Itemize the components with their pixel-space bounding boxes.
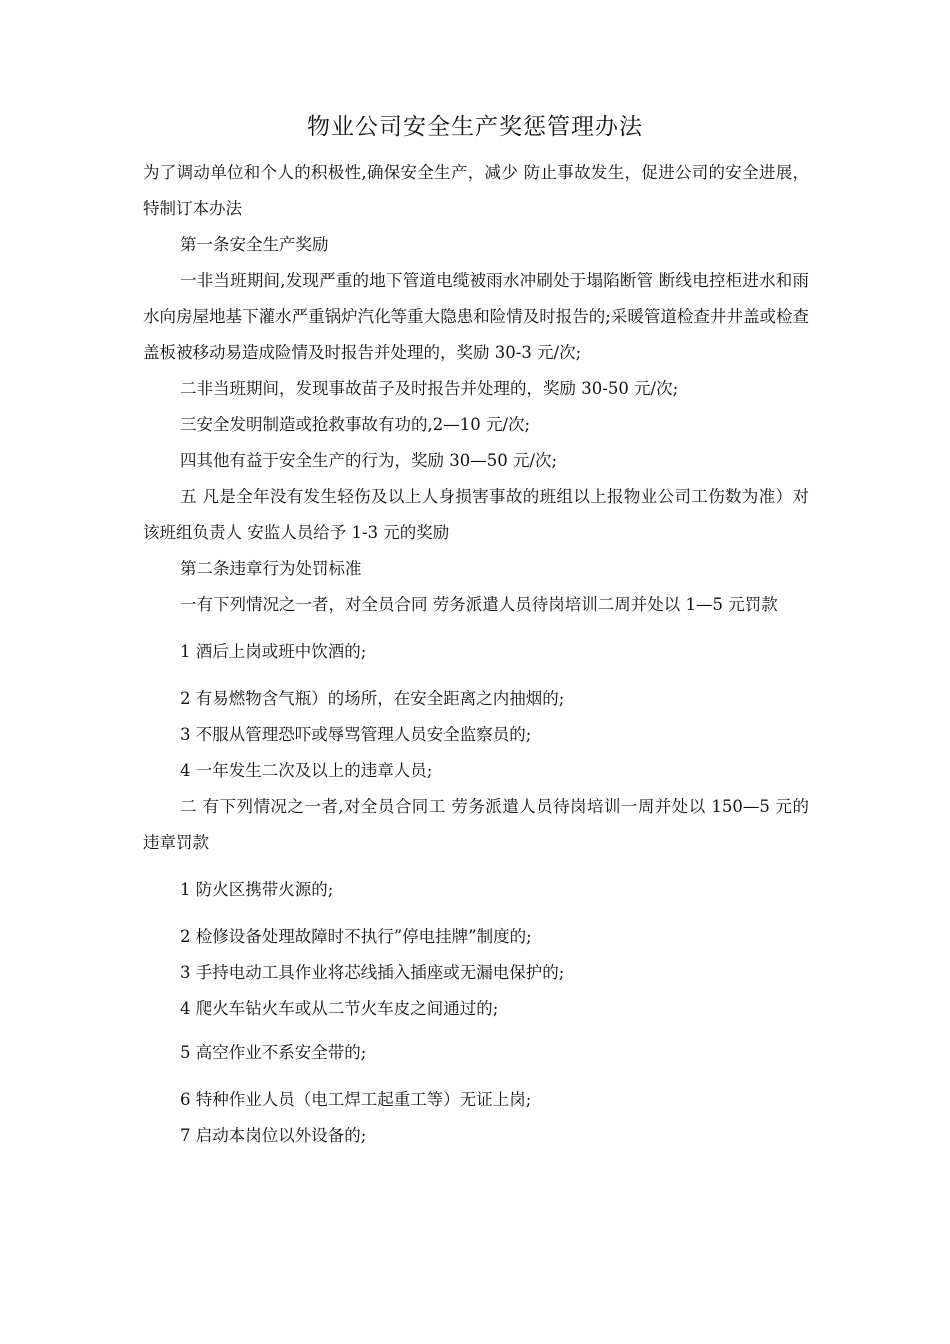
document-body [143, 155, 809, 1154]
section-heading-rewards: 第一条安全生产奖励 [180, 235, 329, 254]
penalty-item-2-4: 4 爬火车钻火车或从二节火车皮之间通过的; [180, 999, 499, 1018]
intro-paragraph: 为了调动单位和个人的积极性,确保安全生产，减少 防止事故发生，促进公司的安全进展，特制订本办法 [143, 163, 809, 218]
section-heading-penalties: 第二条违章行为处罚标准 [180, 559, 362, 578]
reward-item-3: 三安全发明制造或抢救事故有功的,2—10 元/次; [180, 415, 531, 434]
reward-item-5: 五 凡是全年没有发生轻伤及以上人身损害事故的班组以上报物业公司工伤数为准）对该班组负责人 安监人员给予 1-3 元的奖励 [143, 487, 809, 542]
penalty-item-1-3: 3 不服从管理恐吓或辱骂管理人员安全监察员的; [180, 725, 532, 744]
penalty-item-2-5: 5 高空作业不系安全带的; [180, 1043, 367, 1062]
reward-item-4: 四其他有益于安全生产的行为，奖励 30—50 元/次; [180, 451, 558, 470]
penalty-item-2-3: 3 手持电动工具作业将芯线插入插座或无漏电保护的; [180, 963, 565, 982]
penalty-group-2: 二 有下列情况之一者,对全员合同工 劳务派遣人员待岗培训一周并处以 150—5 元的违章罚款 [143, 797, 809, 852]
penalty-item-2-1: 1 防火区携带火源的; [180, 880, 334, 899]
penalty-item-2-7: 7 启动本岗位以外设备的; [180, 1126, 367, 1145]
penalty-item-1-4: 4 一年发生二次及以上的违章人员; [180, 761, 433, 780]
reward-item-2: 二非当班期间，发现事故苗子及时报告并处理的，奖励 30-50 元/次; [180, 379, 679, 398]
penalty-item-1-1: 1 酒后上岗或班中饮酒的; [180, 642, 367, 661]
penalty-group-1: 一有下列情况之一者，对全员合同 劳务派遣人员待岗培训二周并处以 1—5 元罚款 [180, 595, 778, 614]
penalty-item-2-6: 6 特种作业人员（电工焊工起重工等）无证上岗; [180, 1090, 532, 1109]
reward-item-1: 一非当班期间,发现严重的地下管道电缆被雨水冲刷处于塌陷断管 断线电控柜进水和雨水向房屋地基下灌水严重锅炉汽化等重大隐患和险情及时报告的;采暖管道检查井井盖或检查盖板被移动易造成险情及时报告并处理的，奖励 30-3 元/次; [143, 271, 809, 362]
penalty-item-1-2: 2 有易燃物含气瓶）的场所，在安全距离之内抽烟的; [180, 689, 565, 708]
penalty-item-2-2: 2 检修设备处理故障时不执行”停电挂牌”制度的; [180, 927, 532, 946]
document-title: 物业公司安全生产奖惩管理办法 [307, 114, 643, 140]
